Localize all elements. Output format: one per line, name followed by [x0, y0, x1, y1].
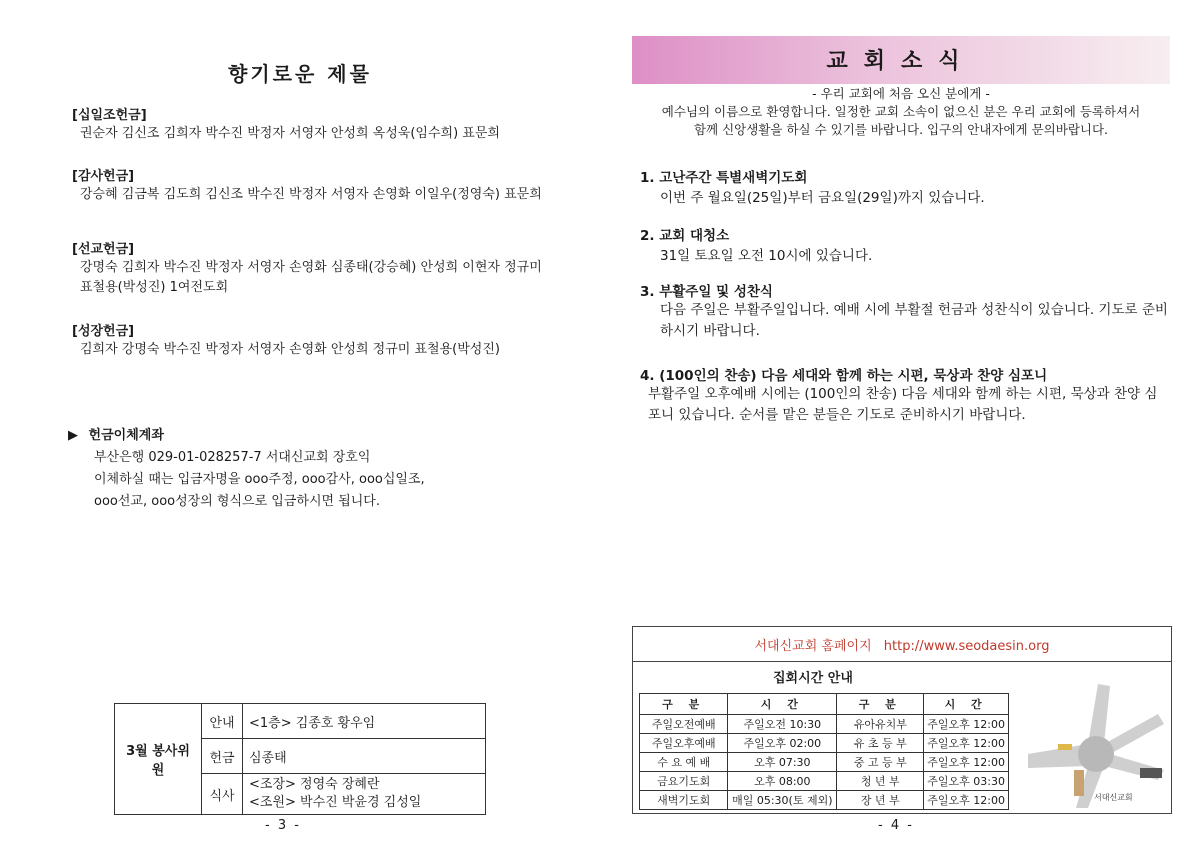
page-title: 향기로운 제물 [228, 62, 372, 86]
map-church-label: 서대신교회 [1094, 793, 1133, 802]
news-item-title: 1. 고난주간 특별새벽기도회 [640, 170, 808, 186]
page-number-right: - 4 - [878, 818, 914, 833]
schedule-cell: 중 고 등 부 [837, 753, 924, 772]
schedule-header: 시 간 [924, 694, 1009, 715]
schedule-cell: 주일오후예배 [640, 734, 728, 753]
schedule-table [639, 693, 1009, 810]
schedule-cell: 주일오후 12:00 [924, 734, 1009, 753]
account-heading-text: 헌금이체계좌 [88, 428, 164, 443]
volunteer-role: 식사 [202, 774, 243, 815]
schedule-cell: 금요기도회 [640, 772, 728, 791]
news-item-body: 다음 주일은 부활주일입니다. 예배 시에 부활절 헌금과 성찬식이 있습니다. 기도로 준비하시기 바랍니다. [660, 302, 1168, 339]
section-label-thanks: [감사헌금] [72, 169, 135, 184]
page-number-left: - 3 - [265, 818, 301, 833]
volunteer-title: 3월 봉사위원 [115, 704, 202, 815]
schedule-title: 집회시간 안내 [773, 671, 853, 686]
homepage-line [633, 635, 1171, 654]
volunteer-value-line: <조원> 박수진 박윤경 김성일 [249, 795, 422, 810]
section-label-growth: [성장헌금] [72, 324, 135, 339]
news-item-title: 2. 교회 대청소 [640, 228, 730, 244]
intro-line: 함께 신앙생활을 하실 수 있기를 바랍니다. 입구의 안내자에게 문의바랍니다. [693, 122, 1109, 137]
volunteer-role: 헌금 [202, 739, 243, 774]
section-names-mission: 강명숙 김희자 박수진 박정자 서영자 손영화 심종태(강승혜) 안성희 이현자 정규미 표철용(박성진) 1여전도회 [80, 260, 542, 295]
account-line: 이체하실 때는 입금자명을 ooo주정, ooo감사, ooo십일조, [94, 472, 425, 487]
section-names-thanks: 강승혜 김금복 김도희 김신조 박수진 박정자 서영자 손영화 이일우(정영숙) 표문희 [80, 187, 542, 202]
intro-line: 예수님의 이름으로 환영합니다. 일정한 교회 소속이 없으신 분은 우리 교회에 등록하셔서 [661, 104, 1141, 119]
schedule-header: 구 분 [640, 694, 728, 715]
account-info [68, 424, 425, 513]
table-row [640, 791, 1009, 810]
schedule-cell: 주일오후 03:30 [924, 772, 1009, 791]
schedule-cell: 매일 05:30(토 제외) [728, 791, 837, 810]
volunteer-role: 안내 [202, 704, 243, 739]
schedule-cell: 새벽기도회 [640, 791, 728, 810]
intro-heading: - 우리 교회에 처음 오신 분에게 - [812, 86, 990, 101]
news-item-body: 이번 주 월요일(25일)부터 금요일(29일)까지 있습니다. [660, 190, 985, 206]
table-row [640, 734, 1009, 753]
schedule-cell: 주일오전예배 [640, 715, 728, 734]
volunteer-value: <1층> 김종호 황우임 [243, 704, 486, 739]
news-item-title: 3. 부활주일 및 성찬식 [640, 284, 773, 300]
table-row [640, 753, 1009, 772]
schedule-cell: 주일오후 12:00 [924, 791, 1009, 810]
account-line: ooo선교, ooo성장의 형식으로 입금하시면 됩니다. [94, 494, 381, 509]
info-divider [633, 661, 1171, 662]
schedule-cell: 주일오후 12:00 [924, 715, 1009, 734]
volunteer-value: 심종태 [243, 739, 486, 774]
section-label-mission: [선교헌금] [72, 242, 135, 257]
account-line: 부산은행 029-01-028257-7 서대신교회 장호익 [94, 450, 371, 465]
schedule-header: 구 분 [837, 694, 924, 715]
news-item-title: 4. (100인의 찬송) 다음 세대와 함께 하는 시편, 묵상과 찬양 심포니 [640, 368, 1048, 384]
location-map [1018, 674, 1168, 808]
schedule-cell: 오후 07:30 [728, 753, 837, 772]
schedule-cell: 오후 08:00 [728, 772, 837, 791]
triangle-marker-icon: ▶ [68, 428, 78, 443]
schedule-cell: 유아유치부 [837, 715, 924, 734]
schedule-cell: 수 요 예 배 [640, 753, 728, 772]
schedule-cell: 청 년 부 [837, 772, 924, 791]
news-item-body: 부활주일 오후예배 시에는 (100인의 찬송) 다음 세대와 함께 하는 시편, 묵상과 찬양 심포니 있습니다. 순서를 맡은 분들은 기도로 준비하시기 바랍니다. [648, 386, 1158, 423]
homepage-label: 서대신교회 홈페이지 [754, 639, 872, 654]
map-graphic [1018, 674, 1168, 808]
schedule-cell: 주일오후 12:00 [924, 753, 1009, 772]
schedule-cell: 유 초 등 부 [837, 734, 924, 753]
section-names-growth: 김희자 강명숙 박수진 박정자 서영자 손영화 안성희 정규미 표철용(박성진) [80, 342, 500, 357]
volunteer-value [243, 774, 486, 815]
homepage-link[interactable]: http://www.seodaesin.org [883, 639, 1050, 654]
schedule-cell: 주일오후 02:00 [728, 734, 837, 753]
table-row [640, 715, 1009, 734]
news-banner [632, 36, 1170, 84]
schedule-cell: 주일오전 10:30 [728, 715, 837, 734]
schedule-header: 시 간 [728, 694, 837, 715]
section-names-tithe: 권순자 김신조 김희자 박수진 박정자 서영자 안성희 옥성욱(임수희) 표문희 [80, 126, 500, 141]
volunteer-table [114, 703, 486, 815]
banner-title: 교회소식 [826, 49, 976, 74]
account-heading [68, 424, 425, 443]
table-row [640, 772, 1009, 791]
news-item-body: 31일 토요일 오전 10시에 있습니다. [660, 248, 873, 264]
volunteer-value-line: <조장> 정영숙 장혜란 [249, 777, 380, 792]
schedule-cell: 장 년 부 [837, 791, 924, 810]
section-label-tithe: [십일조헌금] [72, 108, 147, 123]
